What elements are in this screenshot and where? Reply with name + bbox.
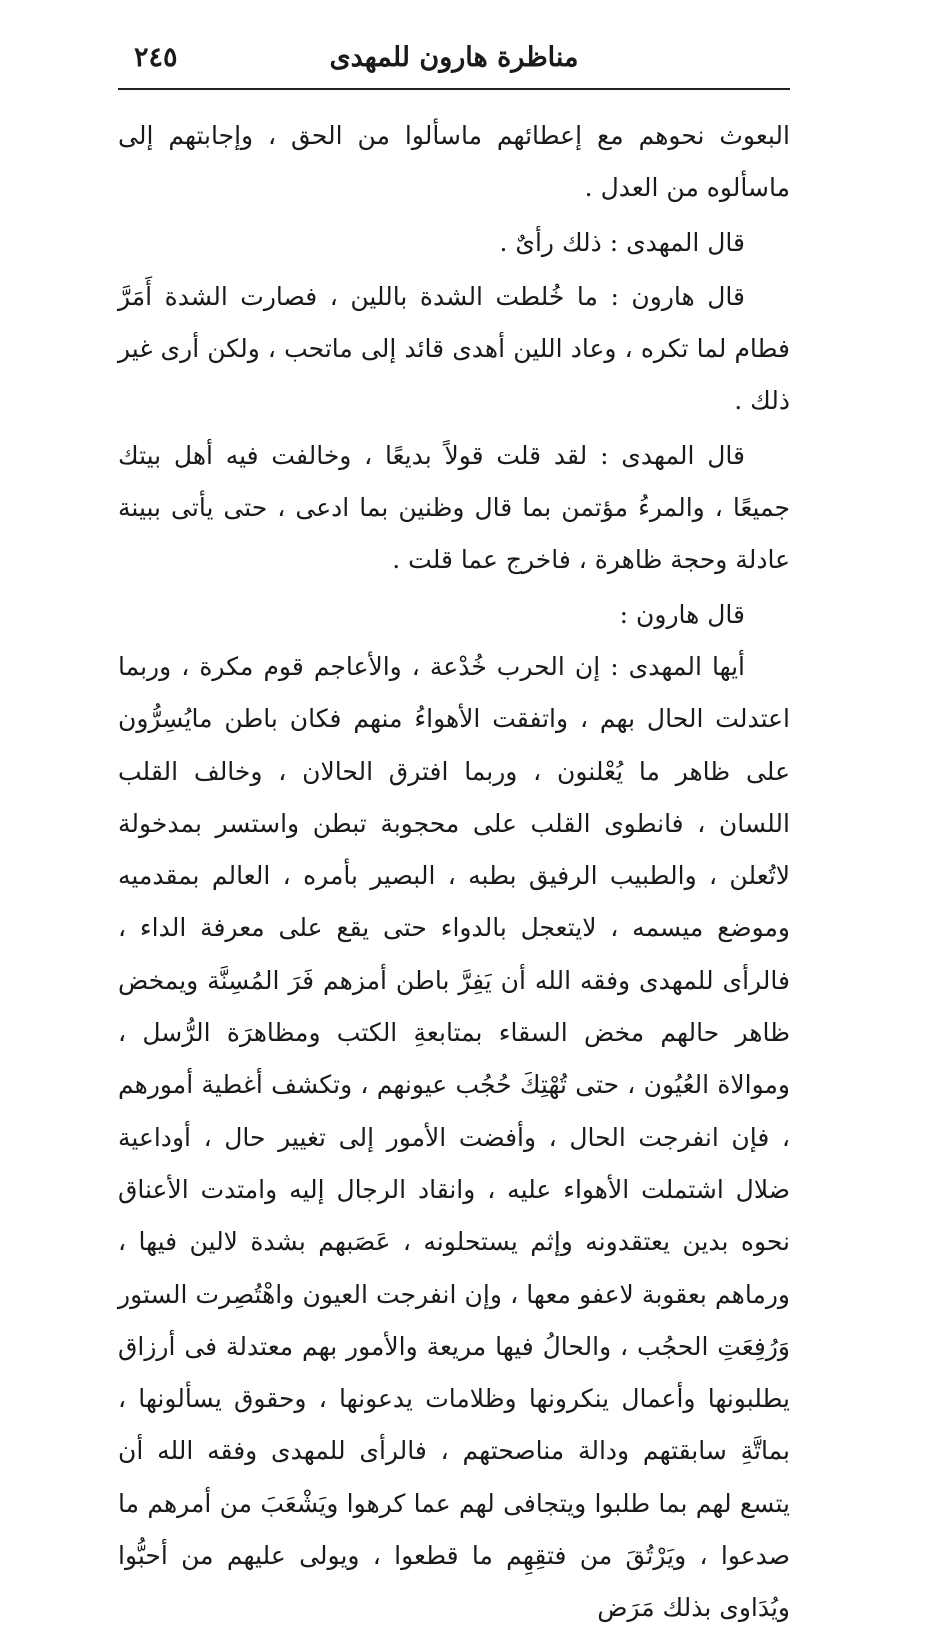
paragraph: قال هارون : — [619, 599, 745, 629]
paragraph: قال المهدى : ذلك رأىٌ . — [499, 227, 745, 257]
running-title: مناظرة هارون للمهدى — [329, 42, 579, 73]
paragraph: قال هارون : ما خُلطت الشدة باللين ، فصارت الشدة أَمَرَّ فطام لما تكره ، وعاد اللين أهدى قائد إلى ماتحب ، ولكن أرى غير ذلك . — [118, 281, 790, 416]
paragraph: أيها المهدى : إن الحرب خُدْعة ، والأعاجم قوم مكرة ، وربما اعتدلت الحال بهم ، واتفقت الأهواءُ منهم فكان باطن مايُسِرُّون على ظاهر ما يُعْلنون ، وربما افترق الحالان ، وخالف القلب اللسان ، فانطوى القلب على محجوبة تبطن واستسر بمدخولة لاتُعلن ، والطبيب الرفيق بطبه ، البصير بأمره ، العالم بمقدميه وموضع ميسمه ، لايتعجل بالدواء حتى يقع على معرفة الداء ، فالرأى للمهدى وفقه الله أن يَفِرَّ باطن أمزهم فَرَ المُسِنَّة ويمخض ظاهر حالهم مخض السقاء بمتابعةِ الكتب ومظاهرَة الرُّسل ، وموالاة العُيُون ، حتى تُهْتِكَ حُجُب عيونهم ، وتكشف أغطية أمورهم ، فإن انفرجت الحال ، وأفضت الأمور إلى تغيير حال ، أوداعية ضلال اشتملت الأهواء عليه ، وانقاد الرجال إليه وامتدت الأعناق نحوه بدين يعتقدونه وإثم يستحلونه ، عَصَبهم بشدة لالين فيها ، ورماهم بعقوبة لاعفو معها ، وإن انفرجت العيون واهْتُصِرت الستور وَرُفِعَتِ الحجُب ، والحالُ فيها مريعة والأمور بهم معتدلة فى أرزاق يطلبونها وأعمال ينكرونها وظلامات يدعونها ، وحقوق يسألونها ، بماتَّةِ سابقتهم ودالة مناصحتهم ، فالرأى للمهدى وفقه الله أن يتسع لهم بما طلبوا ويتجافى لهم عما كرهوا ويَشْعَبَ من أمرهم ما صدعوا ، ويَرْتُقَ من فتقِهِم ما قطعوا ، ويولى عليهم من أحبُّوا ويُدَاوى بذلك مَرَض — [118, 651, 790, 1623]
page-number: ٢٤٥ — [134, 42, 178, 73]
paragraph: البعوث نحوهم مع إعطائهم ماسألوا من الحق ، وإجابتهم إلى ماسألوه من العدل . — [118, 121, 790, 203]
paragraph: قال المهدى : لقد قلت قولاً بديعًا ، وخالفت فيه أهل بيتك جميعًا ، والمرءُ مؤتمن بما قال وظنين بما ادعى ، حتى يأتى ببينة عادلة وحجة ظاهرة ، فاخرج عما قلت . — [118, 440, 790, 575]
body-text — [118, 110, 790, 1635]
page-header — [118, 38, 790, 90]
